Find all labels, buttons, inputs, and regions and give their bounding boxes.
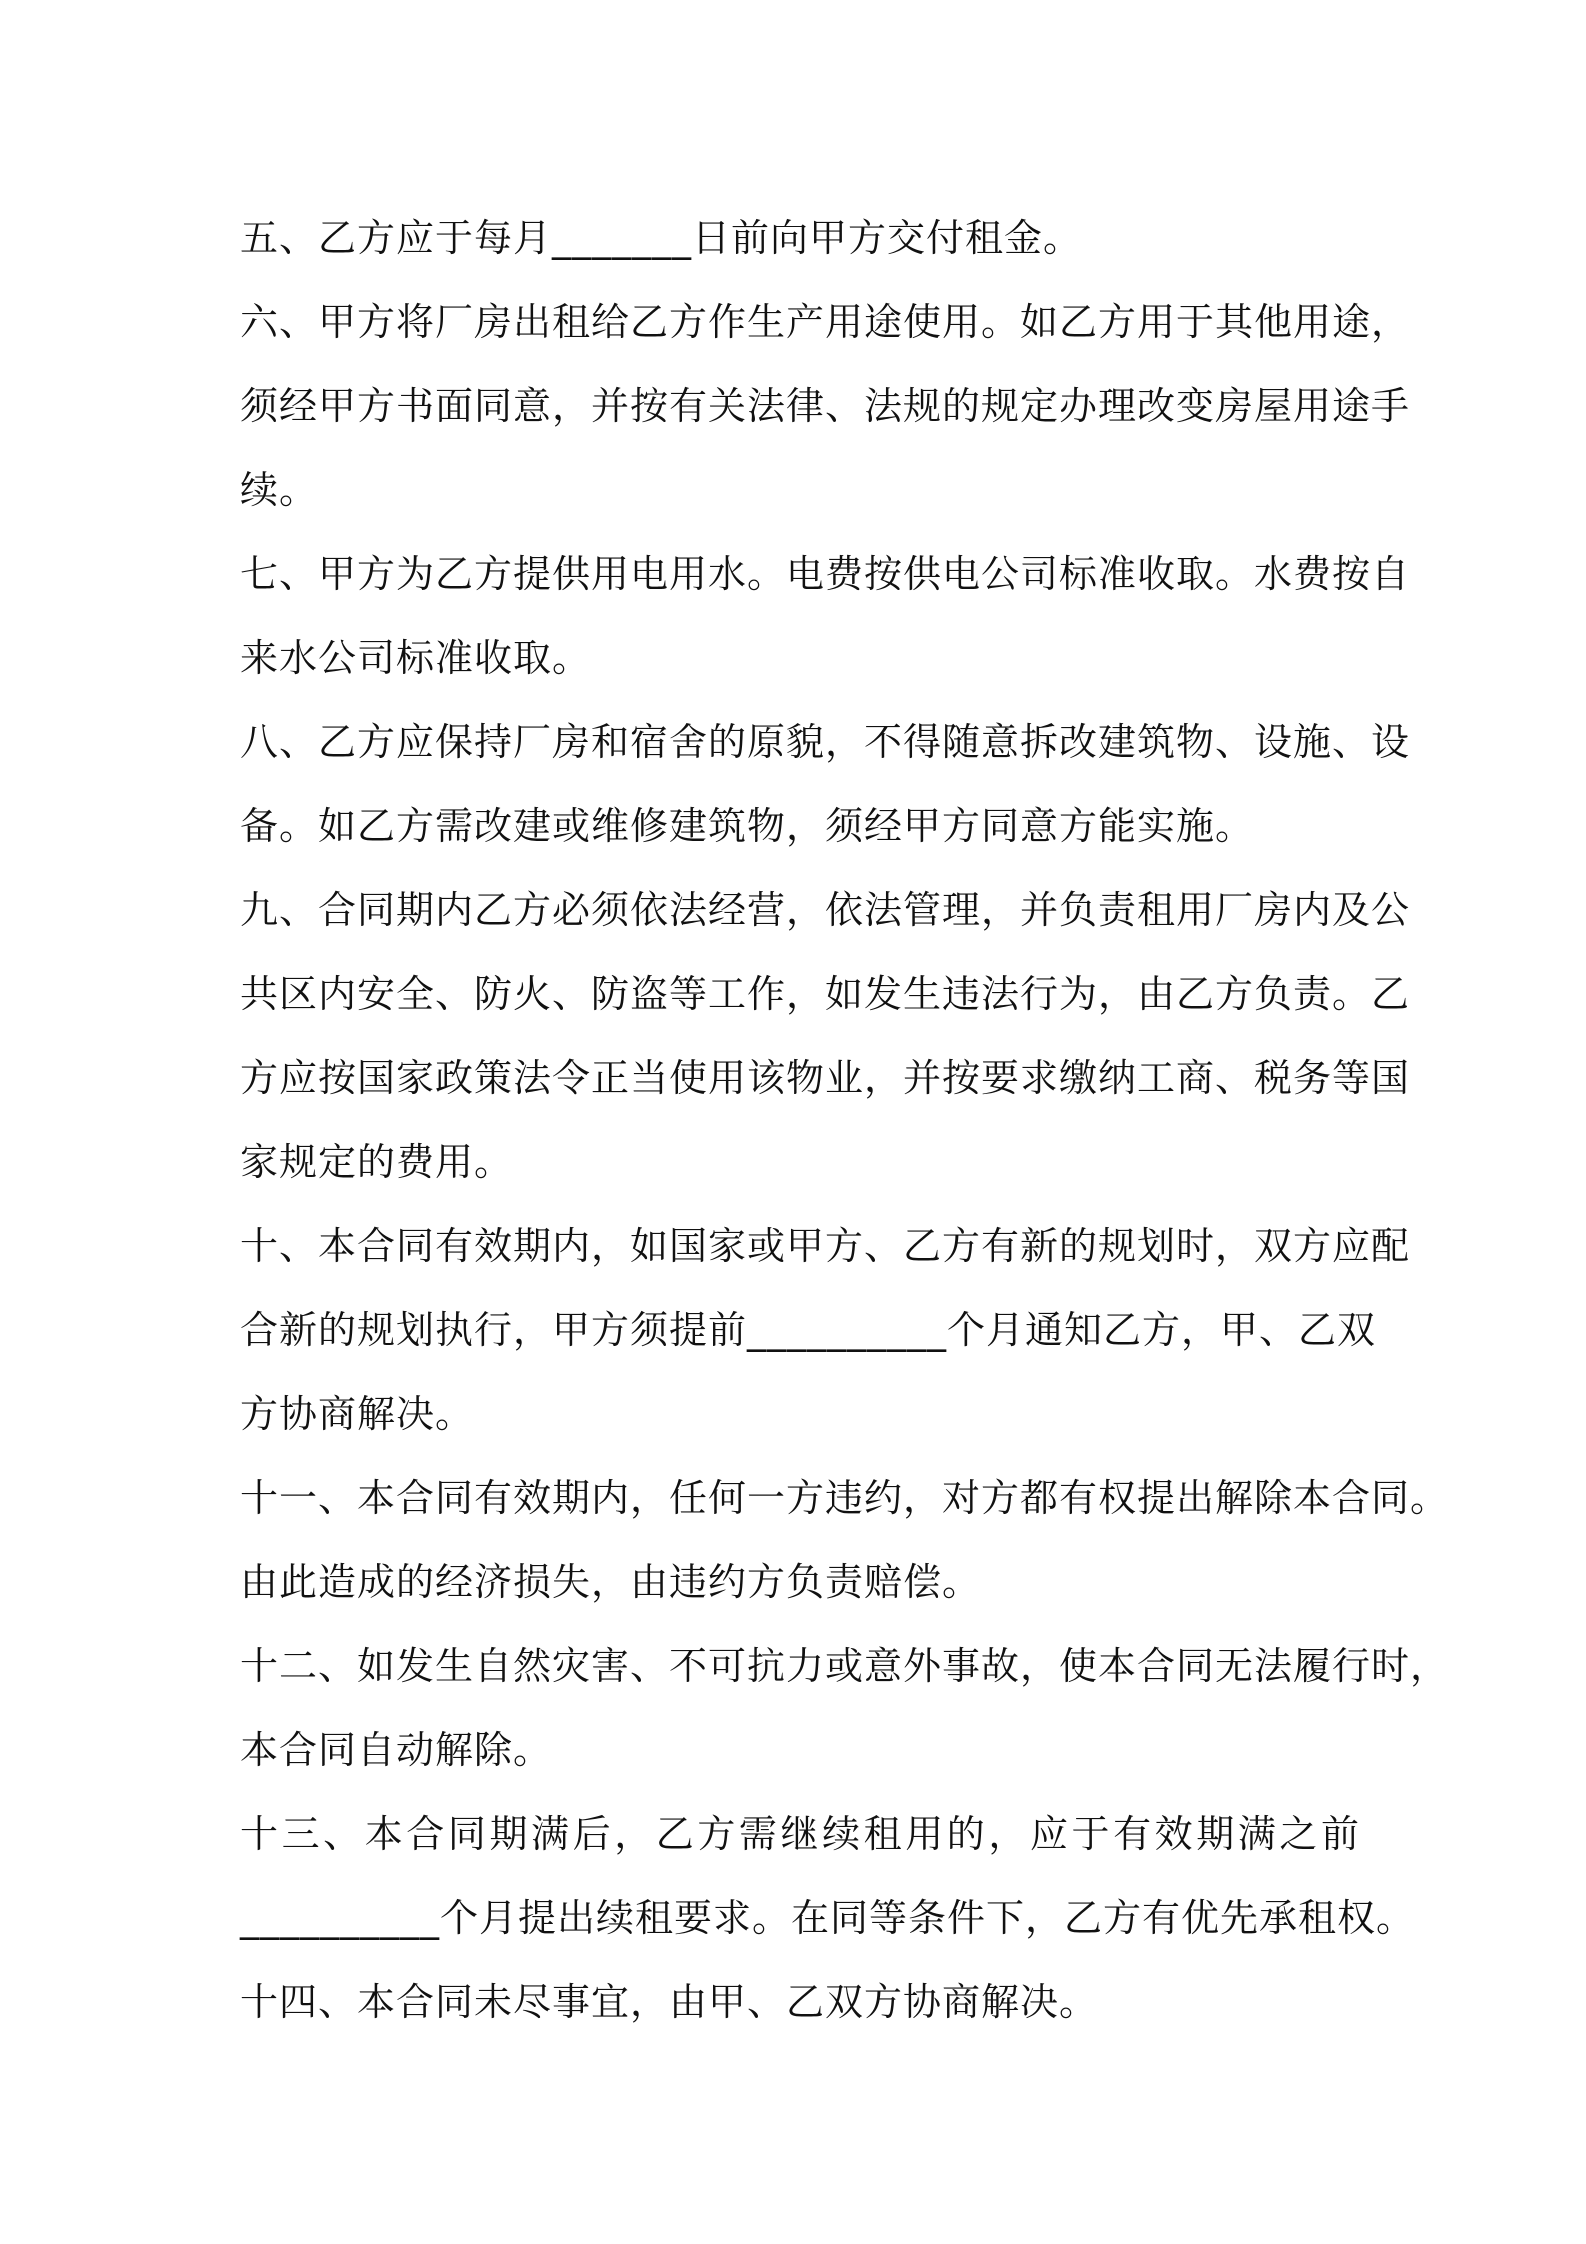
clause-line: 方应按国家政策法令正当使用该物业，并按要求缴纳工商、税务等国: [240, 1056, 1411, 1100]
clause-line: 十一、本合同有效期内，任何一方违约，对方都有权提出解除本合同。: [240, 1476, 1450, 1520]
clause-line: 共区内安全、防火、防盗等工作，如发生违法行为，由乙方负责。乙: [240, 972, 1411, 1016]
clause-line: 合新的规划执行，甲方须提前__________个月通知乙方，甲、乙双: [240, 1308, 1377, 1352]
clause-line: 家规定的费用。: [240, 1140, 514, 1184]
clause-line: 须经甲方书面同意，并按有关法律、法规的规定办理改变房屋用途手: [240, 384, 1411, 428]
clause-line: 续。: [240, 468, 319, 512]
clause-line: 七、甲方为乙方提供用电用水。电费按供电公司标准收取。水费按自: [240, 552, 1411, 596]
clause-13: [240, 1792, 1416, 1960]
clause-line: 十三、本合同期满后，乙方需继续租用的，应于有效期满之前: [240, 1812, 1360, 1856]
clause-line: 十、本合同有效期内，如国家或甲方、乙方有新的规划时，双方应配: [240, 1224, 1411, 1268]
contract-body: [240, 196, 1450, 2044]
clause-line: 方协商解决。: [240, 1392, 475, 1436]
clause-line: 十四、本合同未尽事宜，由甲、乙双方协商解决。: [240, 1980, 1099, 2024]
clause-12: [240, 1624, 1450, 1792]
clause-line: 由此造成的经济损失，由违约方负责赔偿。: [240, 1560, 982, 1604]
clause-line: 来水公司标准收取。: [240, 636, 592, 680]
clause-9: [240, 868, 1411, 1204]
clause-8: [240, 700, 1411, 868]
clause-14: [240, 1960, 1360, 2044]
clause-6: [240, 280, 1411, 532]
clause-11: [240, 1456, 1450, 1624]
clause-7: [240, 532, 1411, 700]
clause-10: [240, 1204, 1411, 1456]
clause-line: 八、乙方应保持厂房和宿舍的原貌，不得随意拆改建筑物、设施、设: [240, 720, 1411, 764]
clause-line: 六、甲方将厂房出租给乙方作生产用途使用。如乙方用于其他用途，: [240, 300, 1411, 344]
clause-line: 十二、如发生自然灾害、不可抗力或意外事故，使本合同无法履行时，: [240, 1644, 1450, 1688]
clause-line: 九、合同期内乙方必须依法经营，依法管理，并负责租用厂房内及公: [240, 888, 1411, 932]
clause-line: 本合同自动解除。: [240, 1728, 553, 1772]
clause-line: 备。如乙方需改建或维修建筑物，须经甲方同意方能实施。: [240, 804, 1255, 848]
clause-line: 五、乙方应于每月_______日前向甲方交付租金。: [240, 216, 1083, 260]
clause-5: [240, 196, 1360, 280]
clause-line: __________个月提出续租要求。在同等条件下，乙方有优先承租权。: [240, 1896, 1416, 1940]
